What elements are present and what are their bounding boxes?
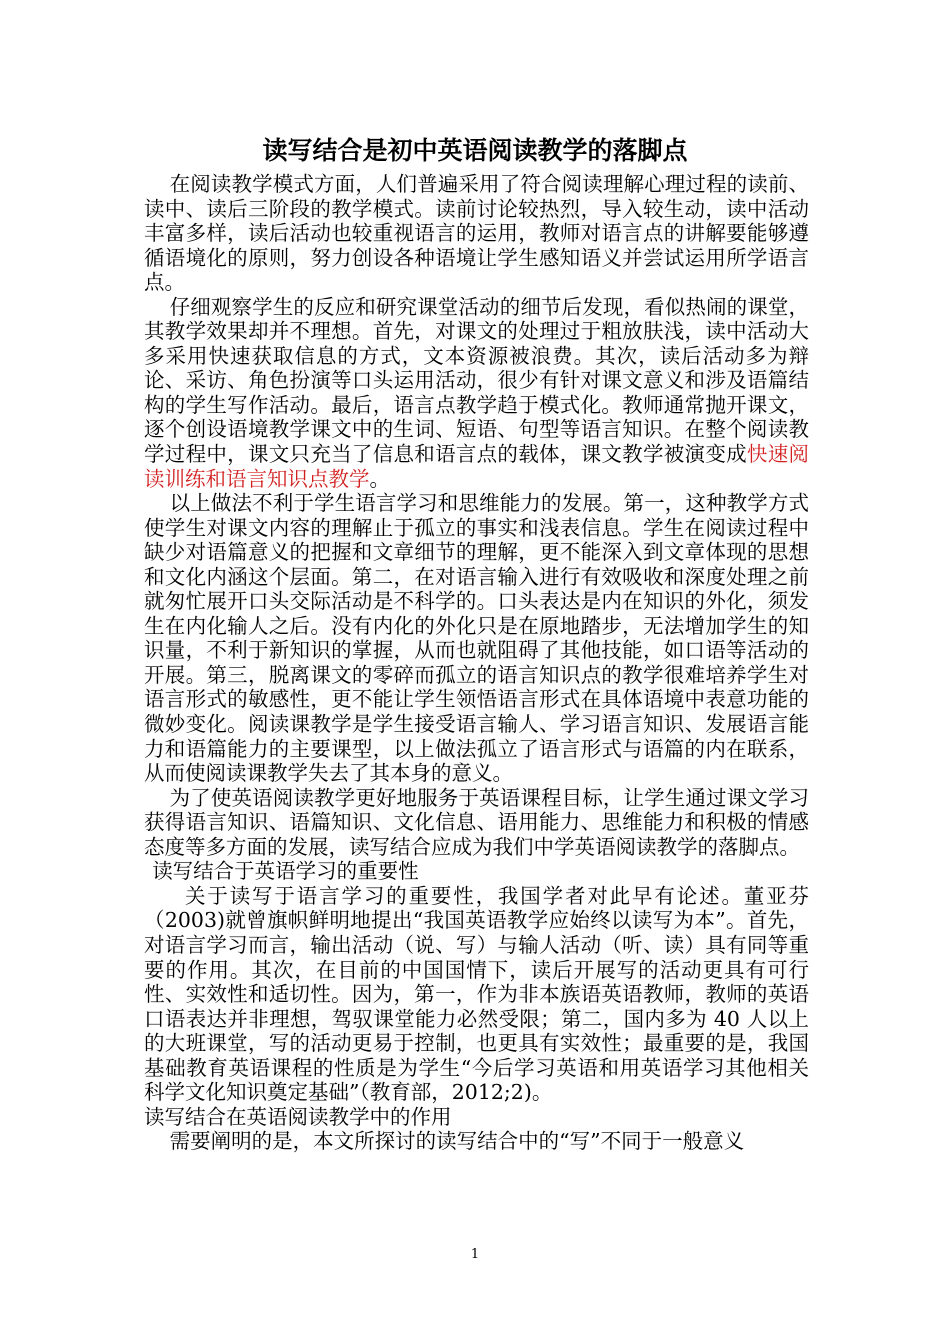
paragraph-2-text: 仔细观察学生的反应和研究课堂活动的细节后发现，看似热闹的课堂，其教学效果却并不理想。首先，对课文的处理过于粗放肤浅，读中活动大多采用快速获取信息的方式，文本资源被浪费。其次，读后活动多为辩论、采访、角色扮演等口头运用活动，很少有针对课文意义和涉及语篇结构的学生写作活动。最后，语言点教学趋于模式化。教师通常抛开课文，逐个创设语境教学课文中的生词、短语、句型等语言知识。在整个阅读教学过程中，课文只充当了信息和语言点的载体，课文教学被演变成 bbox=[144, 294, 809, 467]
paragraph-6: 需要阐明的是，本文所探讨的读写结合中的“写”不同于一般意义 bbox=[169, 1129, 745, 1154]
highlighted-phrase: 快速阅读训练和语言知识点教学 bbox=[144, 442, 810, 491]
paragraph-4: 为了使英语阅读教学更好地服务于英语课程目标，让学生通过课文学习获得语言知识、语篇知识、文化信息、语用能力、思维能力和积极的情感态度等多方面的发展，读写结合应成为我们中学英语阅读教学的落脚点。 bbox=[144, 785, 809, 859]
section-heading-2: 读写结合在英语阅读教学中的作用 bbox=[144, 1104, 452, 1129]
page-number: 1 bbox=[470, 1247, 480, 1262]
section-heading-1: 读写结合于英语学习的重要性 bbox=[152, 859, 419, 884]
paragraph-1: 在阅读教学模式方面，人们普遍采用了符合阅读理解心理过程的读前、读中、读后三阶段的教学模式。读前讨论较热烈，导入较生动，读中活动丰富多样，读后活动也较重视语言的运用，教师对语言点的讲解要能够遵循语境化的原则，努力创设各种语境让学生感知语义并尝试运用所学语言点。 bbox=[144, 172, 809, 295]
paragraph-5: 关于读写于语言学习的重要性，我国学者对此早有论述。董亚芬（2003)就曾旗帜鲜明地提出“我国英语教学应始终以读写为本”。首先，对语言学习而言，输出活动（说、写）与输人活动（听、读）具有同等重要的作用。其次，在目前的中国国情下，读后开展写的活动更具有可行性、实效性和适切性。因为，第一，作为非本族语英语教师，教师的英语口语表达并非理想，驾驭课堂能力必然受限；第二，国内多为 40 人以上的大班课堂，写的活动更易于控制，也更具有实效性；最重要的是，我国基础教育英语课程的性质是为学生“今后学习英语和用英语学习其他相关科学文化知识奠定基础”（教育部，2012;2)。 bbox=[144, 883, 809, 1105]
paragraph-2-end: 。 bbox=[369, 466, 390, 491]
document-title: 读写结合是初中英语阅读教学的落脚点 bbox=[262, 136, 688, 165]
paragraph-2 bbox=[144, 295, 809, 491]
paragraph-3: 以上做法不利于学生语言学习和思维能力的发展。第一，这种教学方式使学生对课文内容的理解止于孤立的事实和浅表信息。学生在阅读过程中缺少对语篇意义的把握和文章细节的理解，更不能深入到文章体现的思想和文化内涵这个层面。第二，在对语言输入进行有效吸收和深度处理之前就匆忙展开口头交际活动是不科学的。口头表达是内在知识的外化，须发生在内化输人之后。没有内化的外化只是在原地踏步，无法增加学生的知识量，不利于新知识的掌握，从而也就阻碍了其他技能，如口语等活动的开展。第三，脱离课文的零碎而孤立的语言知识点的教学很难培养学生对语言形式的敏感性，更不能让学生领悟语言形式在具体语境中表意功能的微妙变化。阅读课教学是学生接受语言输人、学习语言知识、发展语言能力和语篇能力的主要课型，以上做法孤立了语言形式与语篇的内在联系，从而使阅读课教学失去了其本身的意义。 bbox=[144, 491, 809, 786]
document-body bbox=[144, 172, 809, 1154]
